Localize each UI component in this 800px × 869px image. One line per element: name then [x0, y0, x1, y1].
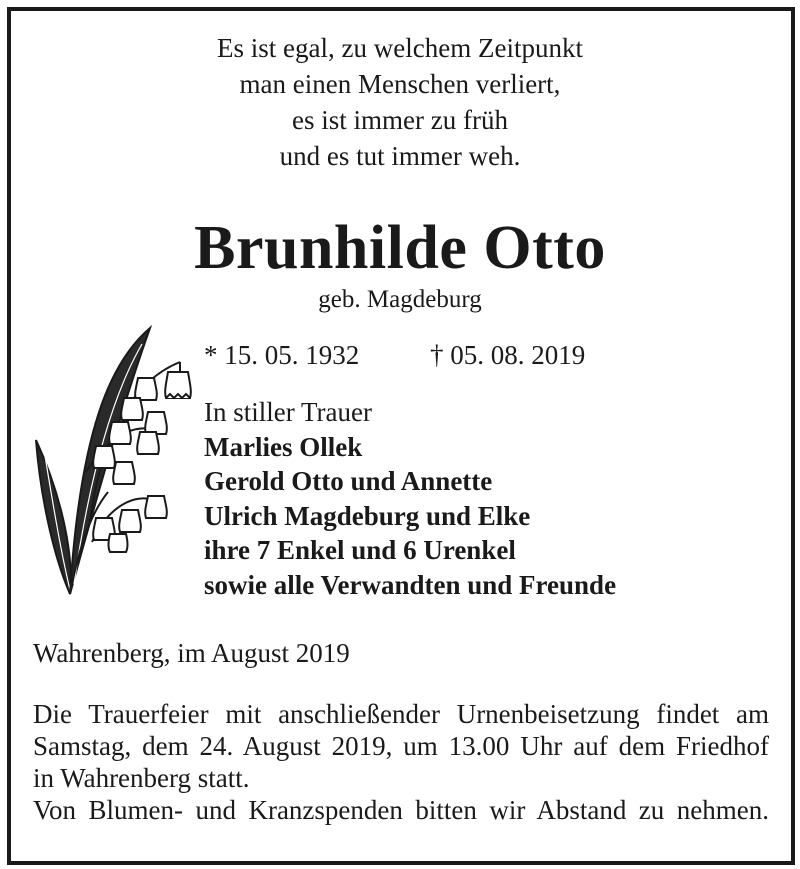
- deceased-name: Brunhilde Otto: [194, 214, 606, 282]
- maiden-name: geb. Magdeburg: [318, 286, 482, 313]
- mourner-name: Gerold Otto und Annette: [204, 466, 493, 496]
- place-and-date: Wahrenberg, im August 2019: [33, 638, 350, 668]
- birth-date: * 15. 05. 1932: [204, 340, 360, 370]
- mourner-name: sowie alle Verwandten und Freunde: [204, 569, 617, 600]
- mourners-intro: In stiller Trauer: [204, 397, 372, 427]
- poem-line: man einen Menschen verliert,: [239, 69, 561, 99]
- mourner-name: Marlies Ollek: [204, 431, 363, 462]
- lily-of-the-valley-icon: [30, 322, 198, 600]
- poem-line: und es tut immer weh.: [279, 141, 521, 171]
- notice-line: Die Trauerfeier mit anschließender Urnenbeisetzung findet am: [33, 699, 769, 729]
- death-date: † 05. 08. 2019: [430, 340, 586, 370]
- poem-line: Es ist egal, zu welchem Zeitpunkt: [217, 33, 583, 63]
- notice-line: in Wahrenberg statt.: [33, 763, 250, 793]
- poem: [0, 30, 800, 174]
- notice-line: Von Blumen- und Kranzspenden bitten wir Abstand zu nehmen.: [33, 795, 769, 825]
- mourners-list: [204, 395, 616, 602]
- mourner-name: ihre 7 Enkel und 6 Urenkel: [204, 535, 516, 565]
- poem-line: es ist immer zu früh: [292, 105, 508, 135]
- funeral-notice: [33, 698, 769, 826]
- notice-line: Samstag, dem 24. August 2019, um 13.00 Uhr auf dem Friedhof: [33, 731, 769, 761]
- mourner-name: Ulrich Magdeburg und Elke: [204, 500, 531, 531]
